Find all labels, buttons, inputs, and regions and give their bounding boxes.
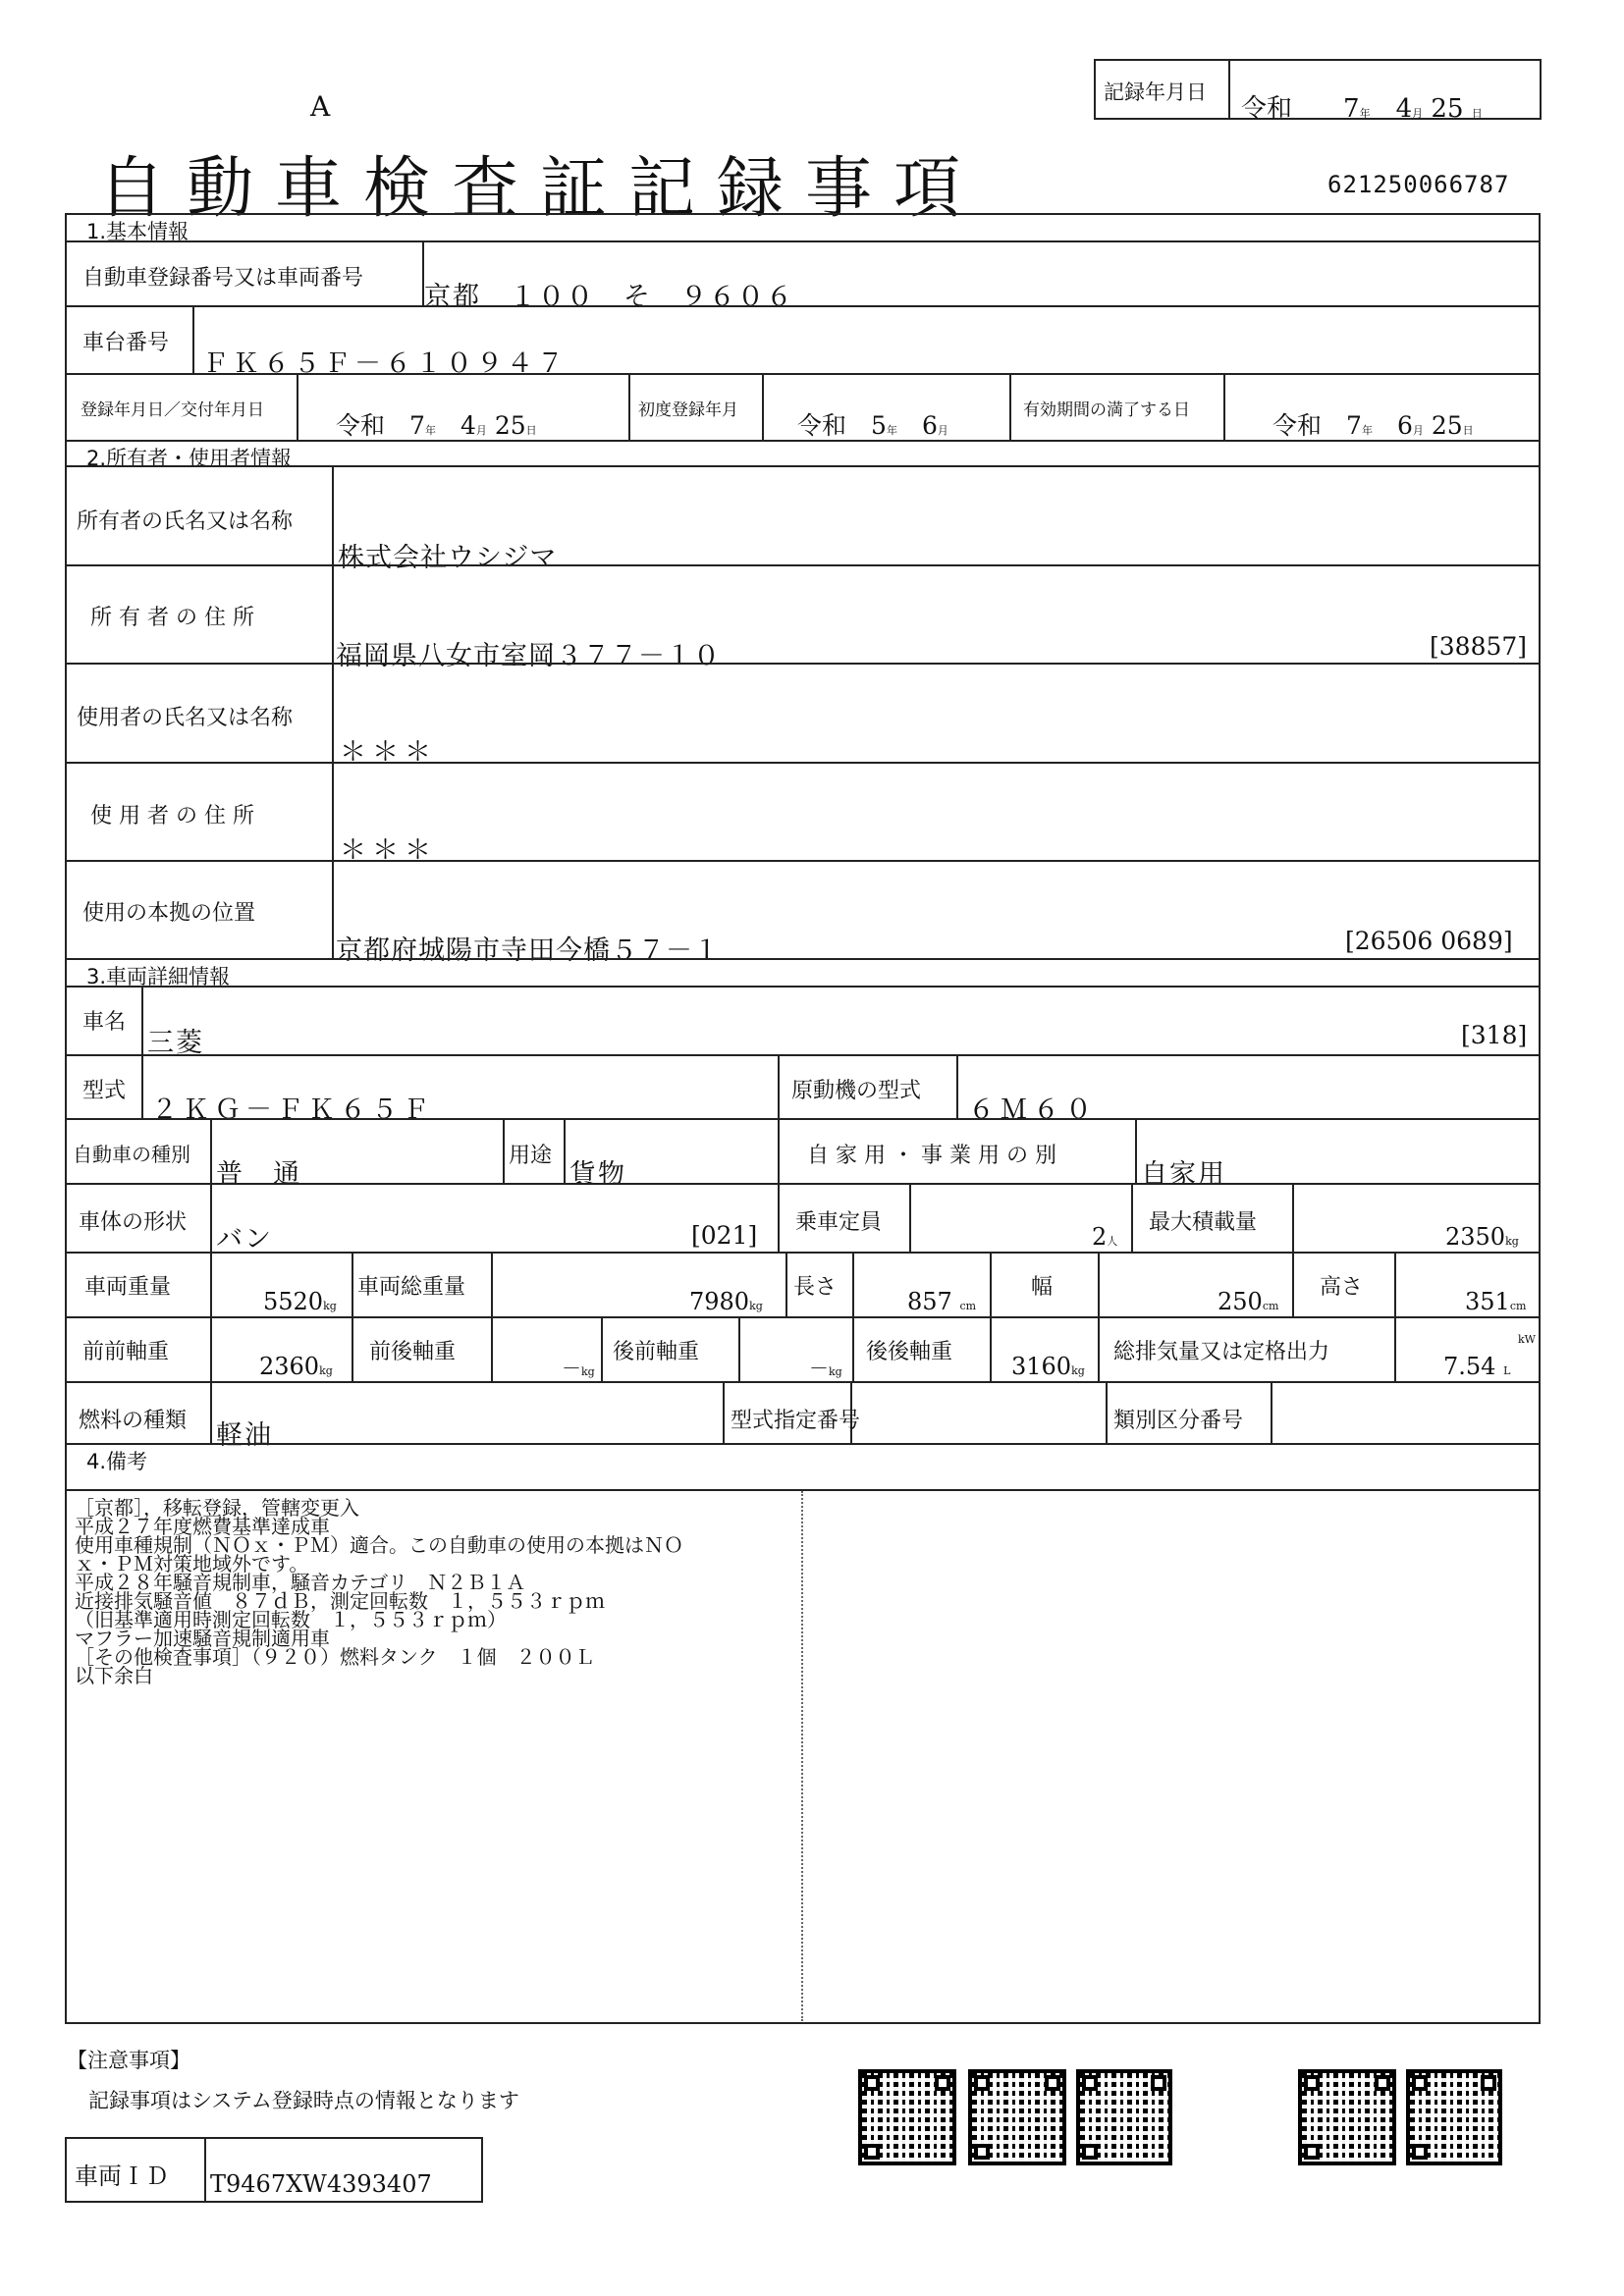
registration-number-label: 自動車登録番号又は車両番号 — [82, 266, 364, 291]
vehicle-name-label: 車名 — [82, 1010, 127, 1035]
private-business-label: 自 家 用 ・ 事 業 用 の 別 — [807, 1144, 1056, 1168]
vehicle-weight-label: 車両重量 — [84, 1275, 172, 1300]
first-registration-date: 令和 5年 6月 — [797, 411, 948, 440]
document-number: 621250066787 — [1327, 171, 1510, 198]
vehicle-name-code: [318] — [1461, 1021, 1528, 1049]
vehicle-type-label: 自動車の種別 — [73, 1143, 190, 1166]
notice-title: 【注意事項】 — [67, 2049, 190, 2072]
usage-label: 用途 — [509, 1144, 553, 1168]
engine-model: ６Ｍ６０ — [968, 1095, 1098, 1125]
usage-base: 京都府城陽市寺田今橋５７－１ — [336, 935, 721, 966]
length: 857 cm — [907, 1288, 977, 1315]
height: 351cm — [1465, 1288, 1527, 1315]
rear-front-axle-label: 後前軸重 — [613, 1340, 700, 1364]
record-date-box — [1094, 59, 1542, 124]
front-rear-axle: －kg — [562, 1357, 595, 1380]
qr-code-4-icon — [1298, 2069, 1396, 2165]
front-rear-axle-label: 前後軸重 — [369, 1340, 457, 1364]
height-label: 高さ — [1320, 1275, 1364, 1300]
vehicle-id: T9467XW4393407 — [210, 2170, 432, 2198]
max-load: 2350kg — [1445, 1223, 1519, 1251]
width-label: 幅 — [1031, 1275, 1054, 1300]
owner-address: 福岡県八女市室岡３７７－１０ — [336, 641, 721, 671]
rear-front-axle: －kg — [809, 1357, 842, 1380]
fuel-type-label: 燃料の種類 — [79, 1409, 188, 1433]
user-name-label: 使用者の氏名又は名称 — [77, 706, 294, 730]
qr-code-5-icon — [1406, 2069, 1502, 2165]
length-label: 長さ — [793, 1275, 838, 1300]
engine-model-label: 原動機の型式 — [791, 1079, 922, 1103]
record-date: 令和 7年 4月 25 日 — [1241, 94, 1483, 124]
registration-number: 京都 １００ そ ９６０６ — [424, 282, 794, 312]
user-name: ＊＊＊ — [340, 737, 437, 768]
expiry-date-label: 有効期間の満了する日 — [1023, 400, 1190, 420]
registration-date-label: 登録年月日／交付年月日 — [81, 400, 264, 420]
gross-weight: 7980kg — [689, 1288, 763, 1315]
first-registration-label: 初度登録年月 — [638, 400, 738, 420]
registration-date: 令和 7年 4月 25日 — [336, 411, 537, 440]
front-front-axle: 2360kg — [259, 1353, 333, 1380]
user-address: ＊＊＊ — [340, 835, 437, 866]
qr-code-3-icon — [1076, 2069, 1172, 2165]
vehicle-id-box — [65, 2137, 483, 2203]
chassis-number: ＦＫ６５Ｆ－６１０９４７ — [202, 348, 568, 379]
vehicle-weight: 5520kg — [263, 1288, 337, 1315]
max-load-label: 最大積載量 — [1149, 1210, 1258, 1235]
owner-address-code: [38857] — [1430, 632, 1528, 661]
expiry-date: 令和 7年 6月 25日 — [1272, 411, 1474, 440]
width: 250cm — [1218, 1288, 1279, 1315]
body-shape: バン — [216, 1224, 273, 1255]
user-address-label: 使 用 者 の 住 所 — [90, 804, 254, 828]
vehicle-id-label: 車両ＩＤ — [75, 2163, 169, 2190]
owner-address-label: 所 有 者 の 住 所 — [90, 606, 254, 630]
vehicle-name: 三菱 — [147, 1028, 204, 1058]
seating-capacity-label: 乗車定員 — [795, 1210, 883, 1235]
usage: 貨物 — [569, 1159, 626, 1190]
gross-weight-label: 車両総重量 — [357, 1275, 466, 1300]
displacement: 7.54 L — [1443, 1353, 1511, 1380]
rear-rear-axle: 3160kg — [1011, 1353, 1085, 1380]
chassis-number-label: 車台番号 — [82, 331, 170, 355]
section-vehicle-title: 3.車両詳細情報 — [86, 965, 231, 988]
record-date-label: 記録年月日 — [1104, 80, 1207, 104]
remarks-divider — [801, 1491, 803, 2021]
displacement-unit-kw: kW — [1518, 1333, 1536, 1346]
type-designation-label: 型式指定番号 — [731, 1409, 861, 1433]
section-owner-title: 2.所有者・使用者情報 — [86, 447, 293, 470]
displacement-label: 総排気量又は定格出力 — [1113, 1340, 1330, 1364]
model: ２ＫＧ－ＦＫ６５Ｆ — [151, 1095, 434, 1125]
body-shape-code: [021] — [691, 1221, 758, 1250]
vehicle-type: 普 通 — [216, 1159, 301, 1190]
section-remarks-title: 4.備考 — [86, 1450, 148, 1473]
qr-code-2-icon — [968, 2069, 1066, 2165]
rear-rear-axle-label: 後後軸重 — [866, 1340, 953, 1364]
page-title: 自動車検査証記録事項 — [98, 150, 983, 228]
category-number-label: 類別区分番号 — [1113, 1409, 1244, 1433]
remarks-text: ［京都］，移転登録，管轄変更入 平成２７年度燃費基準達成車 使用車種規制（ＮＯｘ・ＰＭ）適合。この自動車の使用の本拠はＮＯ ｘ・ＰＭ対策地域外です。 平成２８年騒音規制車，騒音カテゴリ Ｎ２Ｂ１Ａ 近接排気騒音値 ８７ｄＢ，測定回転数 １，５５３ｒｐｍ （旧基準適用時測定回転数 １，５５３ｒｐｍ） マフラー加速騒音規制適用車 ［その他検査事項］（９２０）燃料タンク １個 ２００Ｌ 以下余白 — [75, 1496, 683, 1687]
usage-base-label: 使用の本拠の位置 — [82, 901, 256, 926]
fuel-type: 軽油 — [216, 1420, 273, 1451]
body-shape-label: 車体の形状 — [79, 1210, 188, 1235]
owner-name-label: 所有者の氏名又は名称 — [77, 509, 294, 534]
qr-code-1-icon — [858, 2069, 956, 2165]
usage-base-code: [26506 0689] — [1345, 927, 1513, 955]
section-basic-title: 1.基本情報 — [86, 220, 189, 243]
private-business: 自家用 — [1141, 1159, 1226, 1190]
seating-capacity: 2人 — [1092, 1223, 1118, 1251]
owner-name: 株式会社ウシジマ — [338, 543, 558, 573]
notice-text: 記録事項はシステム登録時点の情報となります — [88, 2089, 519, 2112]
front-front-axle-label: 前前軸重 — [82, 1340, 170, 1364]
form-mark: A — [310, 90, 331, 123]
model-label: 型式 — [82, 1079, 127, 1103]
